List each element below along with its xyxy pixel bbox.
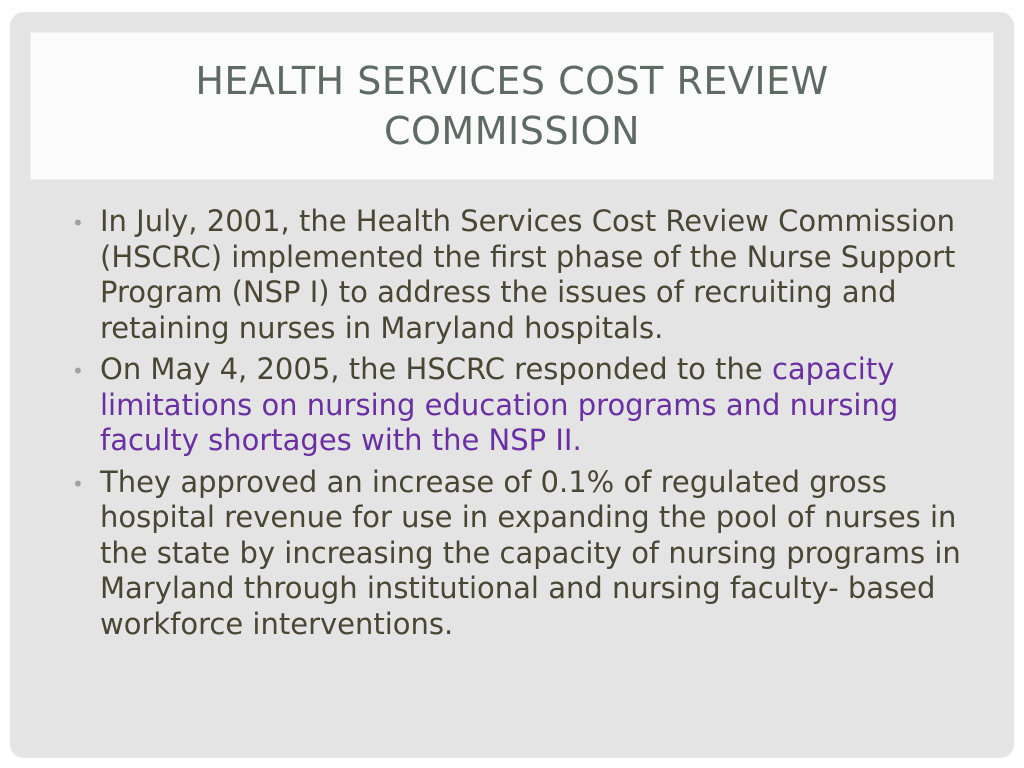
bullet-text: They approved an increase of 0.1% of regulated gross hospital revenue for use in expanding the pool of nurses in the state by increasing the capacity of nursing programs in Maryland through institutional and nursing faculty- based workforce interventions. <box>100 464 961 641</box>
bullet-item <box>70 352 970 459</box>
bullet-highlight-text: capacity limitations on nursing education programs and nursing faculty shortages with the NSP II. <box>100 352 899 457</box>
bullet-dot-icon: • <box>72 211 84 235</box>
slide-body <box>70 204 970 648</box>
title-band <box>30 32 994 180</box>
bullet-list <box>70 204 970 642</box>
bullet-text: In July, 2001, the Health Services Cost Review Commission (HSCRC) implemented the first phase of the Nurse Support Program (NSP I) to address the issues of recruiting and retaining nurses in Maryland hospitals. <box>100 204 956 345</box>
bullet-item <box>70 204 970 346</box>
bullet-dot-icon: • <box>72 359 84 383</box>
slide-title: HEALTH SERVICES COST REVIEW COMMISSION <box>195 59 829 153</box>
bullet-dot-icon: • <box>72 471 84 496</box>
bullet-text: On May 4, 2005, the HSCRC responded to the <box>100 352 772 386</box>
bullet-item <box>70 465 970 643</box>
